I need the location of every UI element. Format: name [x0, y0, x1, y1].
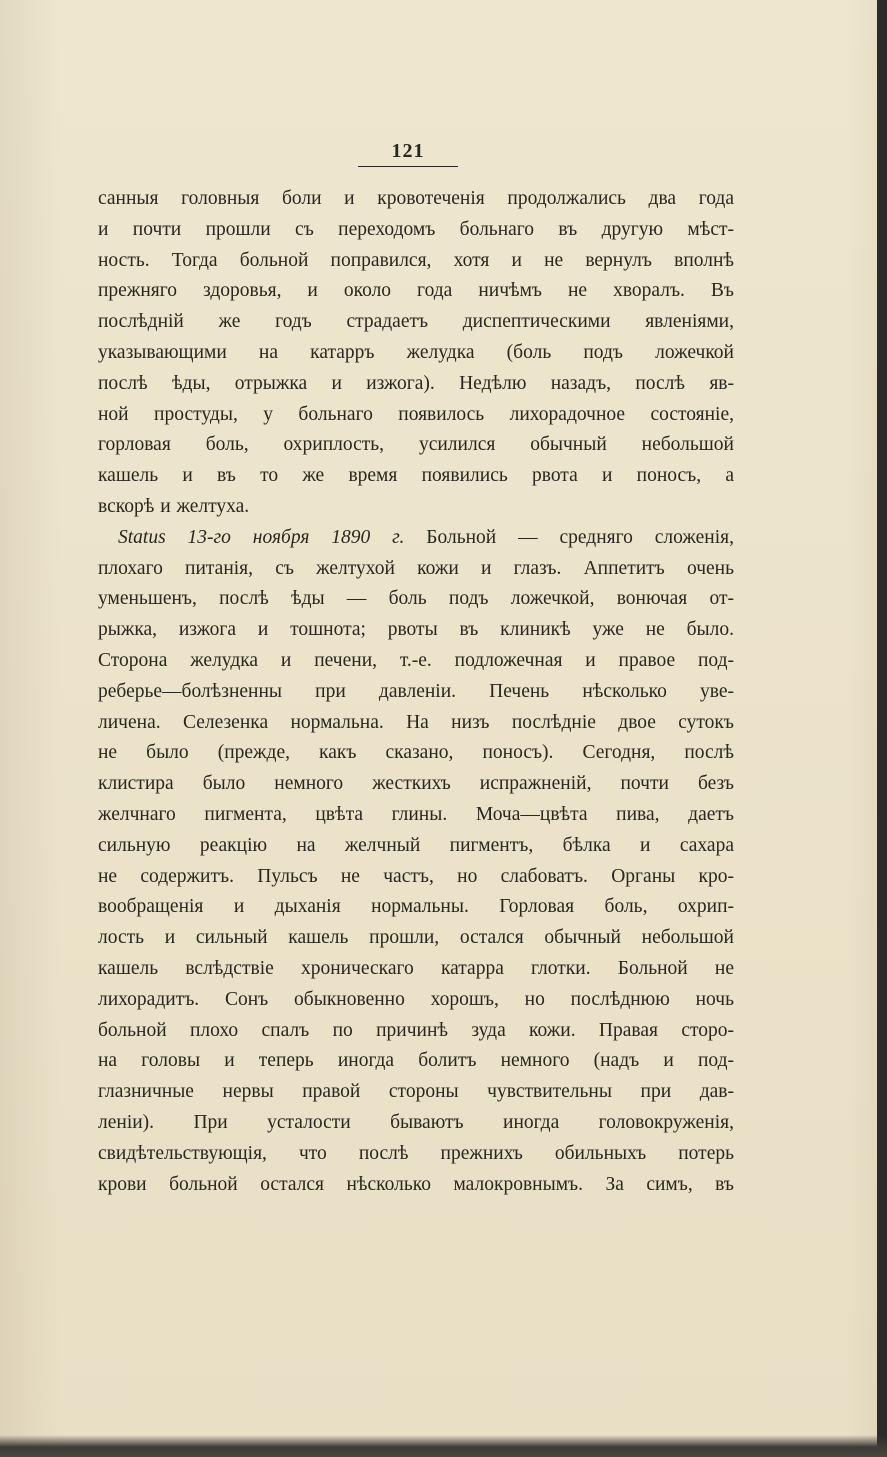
- text-line: послѣдній же годъ страдаетъ диспептическими явленіями,: [98, 311, 734, 333]
- text-line: прежняго здоровья, и около года ничѣмъ не хворалъ. Въ: [98, 280, 734, 302]
- text-line: леніи). При усталости бываютъ иногда головокруженія,: [98, 1111, 734, 1133]
- text-line: и почти прошли съ переходомъ больнаго въ другую мѣст-: [98, 218, 734, 240]
- text-line: вообращенія и дыханія нормальны. Горловая боль, охрип-: [98, 896, 734, 918]
- page-number: 121: [391, 140, 425, 162]
- text-line: больной плохо спалъ по причинѣ зуда кожи. Правая сторо-: [98, 1019, 734, 1041]
- body-text: [98, 184, 734, 1200]
- text-line: указывающими на катарръ желудка (боль подъ ложечкой: [98, 341, 734, 363]
- text-line: послѣ ѣды, отрыжка и изжога). Недѣлю назадъ, послѣ яв-: [98, 372, 734, 394]
- text-line: уменьшенъ, послѣ ѣды — боль подъ ложечкой, вонючая от-: [98, 588, 734, 610]
- book-spine-edge: [877, 0, 887, 1457]
- text-line: лихорадитъ. Сонъ обыкновенно хорошъ, но послѣднюю ночь: [98, 988, 734, 1010]
- text-line: лость и сильный кашель прошли, остался обычный небольшой: [98, 927, 734, 949]
- text-line: рыжка, изжога и тошнота; рвоты въ клиникѣ уже не было.: [98, 619, 734, 641]
- text-line: не содержитъ. Пульсъ не частъ, но слабоватъ. Органы кро-: [98, 865, 734, 887]
- text-line: личена. Селезенка нормальна. На низъ послѣдніе двое сутокъ: [98, 711, 734, 733]
- text-line: плохаго питанія, съ желтухой кожи и глазъ. Аппетитъ очень: [98, 557, 734, 579]
- text-line: реберье—болѣзненны при давленіи. Печень нѣсколько уве-: [98, 680, 734, 702]
- text-line: свидѣтельствующія, что послѣ прежнихъ обильныхъ потерь: [98, 1142, 734, 1164]
- status-line: [98, 523, 734, 554]
- text-line: кашель вслѣдствіе хроническаго катарра глотки. Больной не: [98, 957, 734, 979]
- text-line: сильную реакцію на желчный пигментъ, бѣлка и сахара: [98, 834, 734, 856]
- text-line: ность. Тогда больной поправился, хотя и не вернулъ вполнѣ: [98, 249, 734, 271]
- page-bottom-edge: [0, 1435, 887, 1457]
- text-line: глазничные нервы правой стороны чувствительны при дав-: [98, 1081, 734, 1103]
- text-line: ной простуды, у больнаго появилось лихорадочное состояніе,: [98, 403, 734, 425]
- text-line: крови больной остался нѣсколько малокровнымъ. За симъ, въ: [98, 1173, 734, 1195]
- text-line: Сторона желудка и печени, т.-е. подложечная и правое под-: [98, 649, 734, 671]
- text-line: клистира было немного жесткихъ испражненій, почти безъ: [98, 773, 734, 795]
- text-line: не было (прежде, какъ сказано, поносъ). Сегодня, послѣ: [98, 742, 734, 764]
- status-rest: Больной — средняго сложенія,: [404, 526, 734, 548]
- text-line: горловая боль, охриплость, усилился обычный небольшой: [98, 434, 734, 456]
- text-line: санныя головныя боли и кровотеченія продолжались два года: [98, 188, 734, 209]
- text-line: кашель и въ то же время появились рвота и поносъ, а: [98, 465, 734, 487]
- text-line: желчнаго пигмента, цвѣта глины. Моча—цвѣта пива, даетъ: [98, 803, 734, 825]
- header-rule: [358, 166, 458, 167]
- text-line: вскорѣ и желтуха.: [98, 495, 250, 517]
- text-line: на головы и теперь иногда болитъ немного (надъ и под-: [98, 1050, 734, 1072]
- status-italic: Status 13-го ноября 1890 г.: [118, 526, 405, 548]
